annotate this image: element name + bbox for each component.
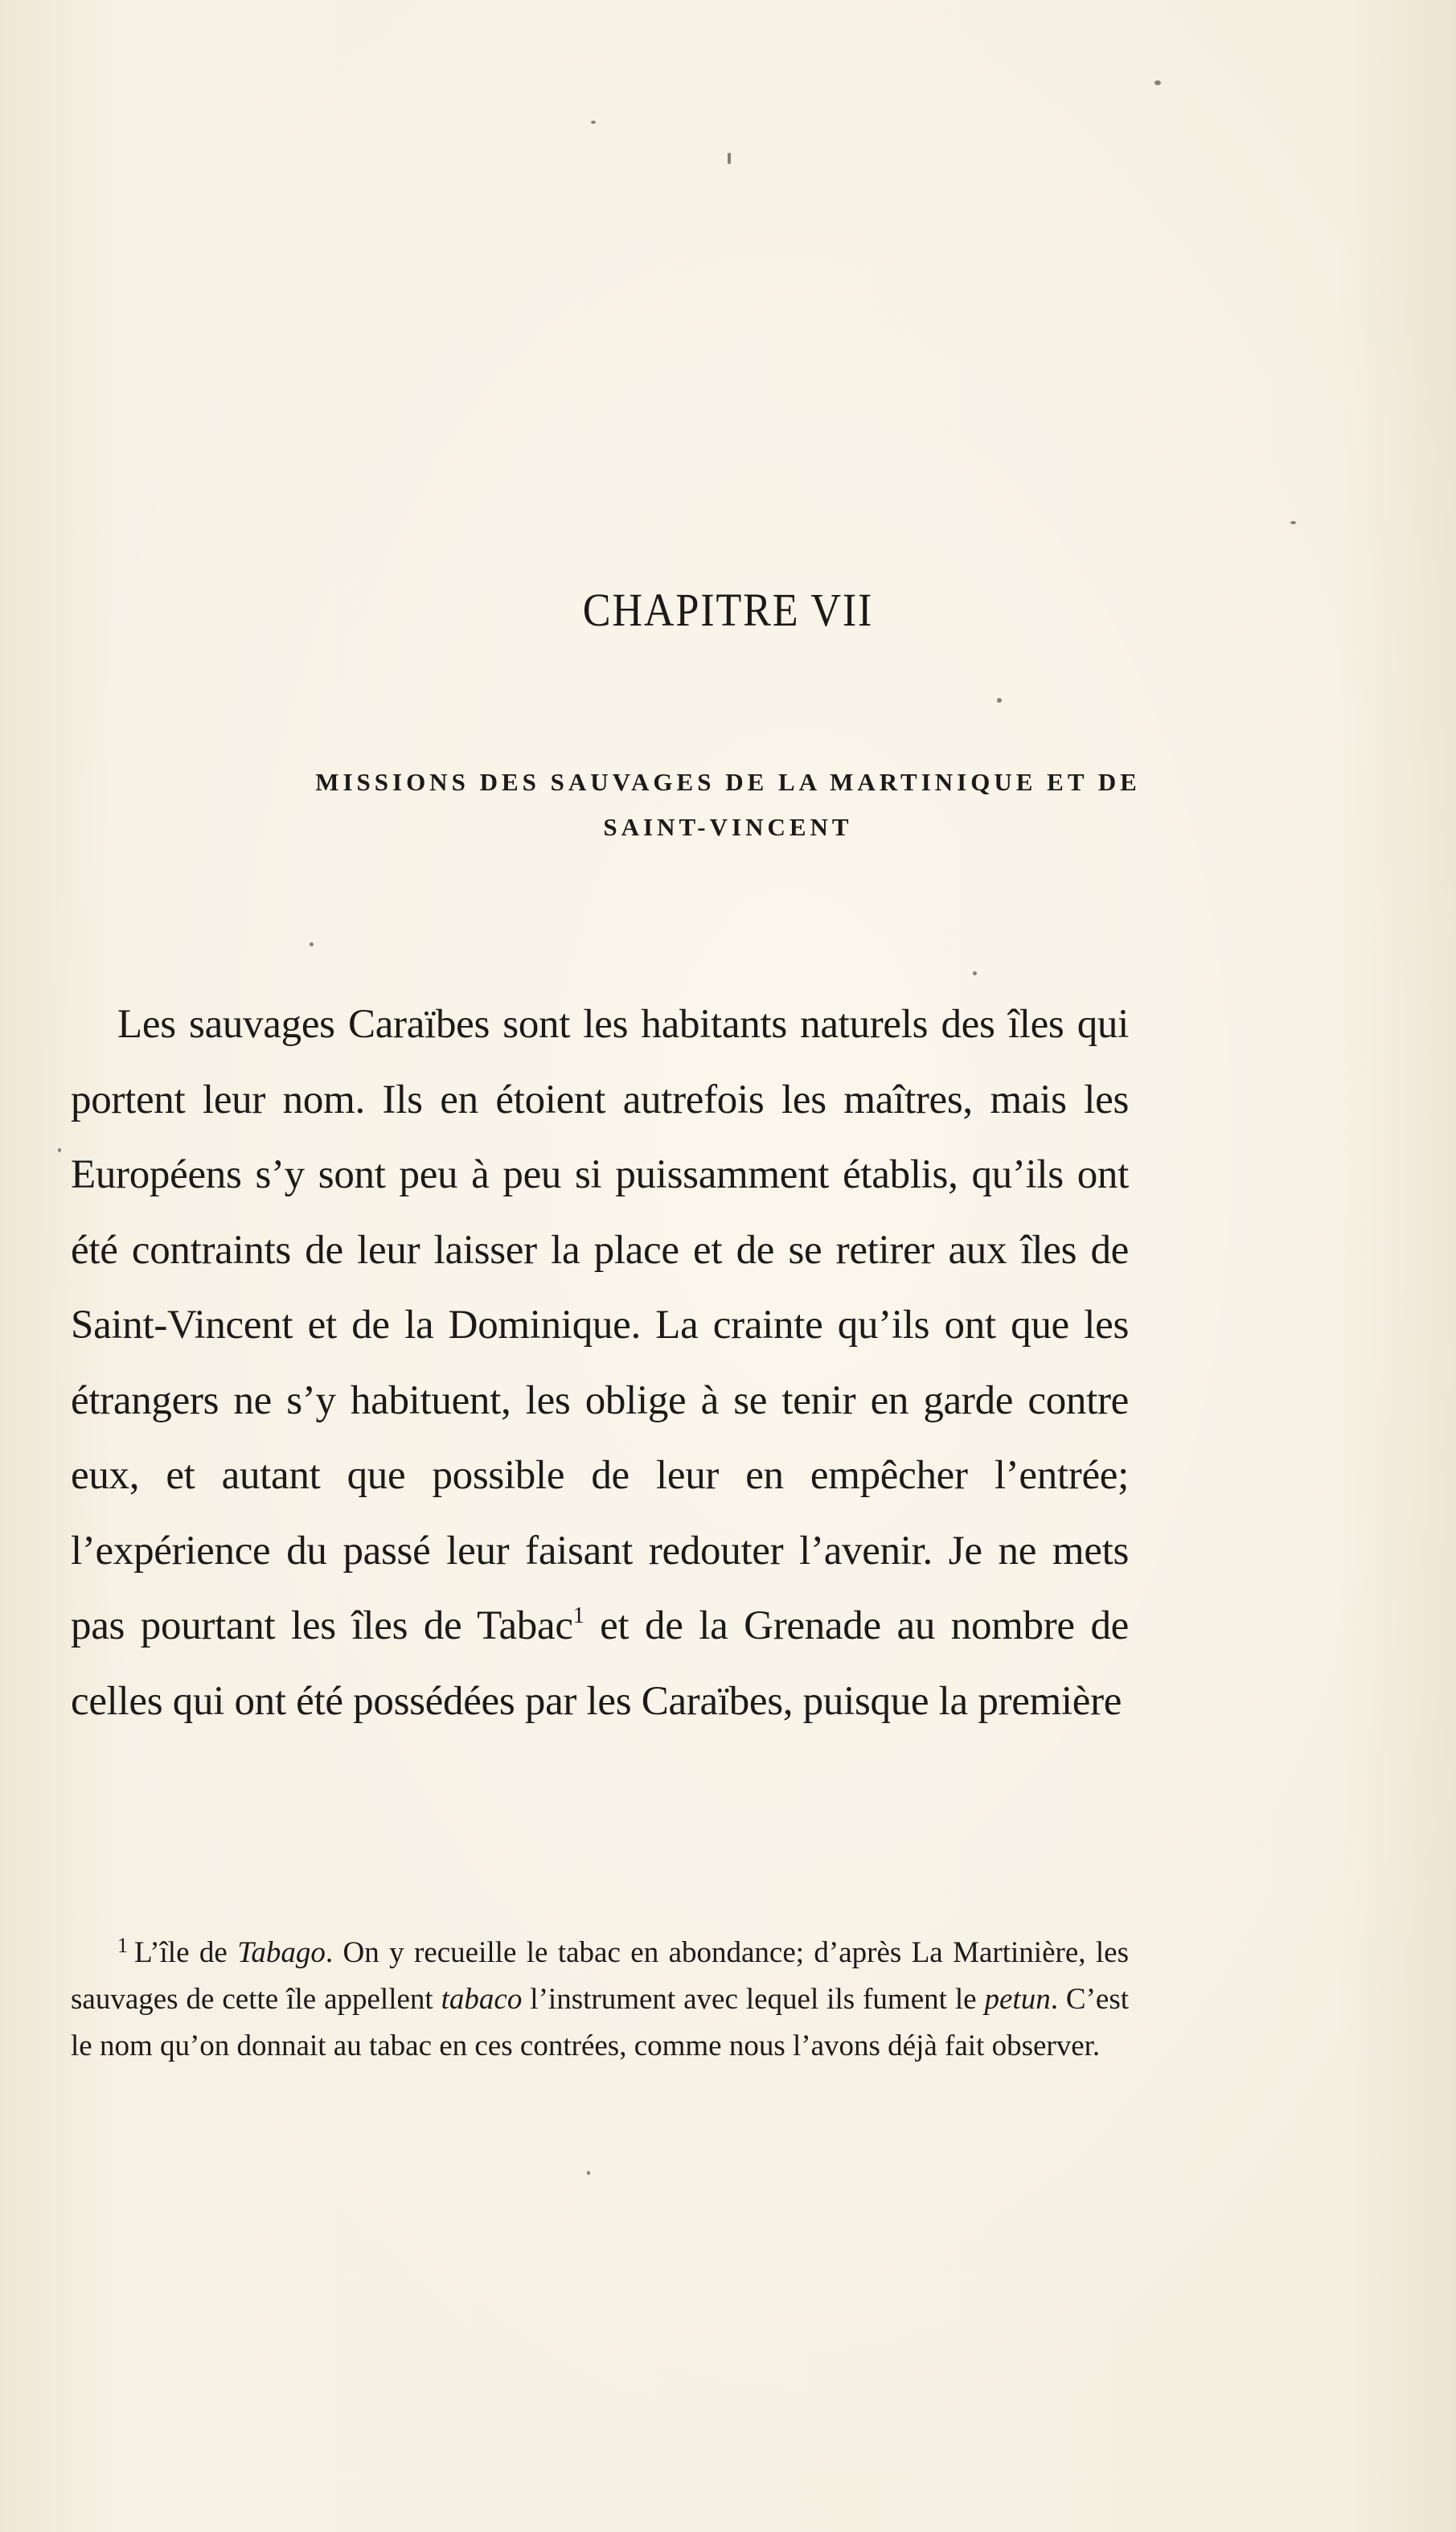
paper-speck [1155, 80, 1161, 85]
body-paragraph [71, 987, 1129, 1739]
chapter-subtitle [96, 760, 1360, 850]
paper-speck [728, 153, 731, 164]
footnote-reference: 1 [572, 1603, 584, 1628]
paper-speck [973, 971, 977, 975]
footnote [71, 1930, 1129, 2070]
paper-speck [997, 698, 1002, 703]
show-through-texture [96, 169, 1166, 241]
body-text-part-2: et de la Grenade au nombre de celles qui ont été possédées par les Caraïbes, puisque la première [71, 1603, 1129, 1724]
paper-speck [591, 121, 596, 124]
footnote-italic-3: petun [984, 1983, 1051, 2016]
footnote-text-2: . On y recueille le tabac en abondance; d’après La Martinière, les sauvages de cette île appellent [71, 1936, 1129, 2016]
footnote-text-4: . C’est le nom qu’on donnait au tabac en ces contrées, comme nous l’avons déjà fait observer. [71, 1983, 1130, 2062]
paper-speck [1290, 521, 1296, 524]
chapter-title: CHAPITRE VII [582, 584, 874, 636]
footnote-mark: 1 [117, 1934, 128, 1957]
paper-speck [310, 942, 314, 946]
footnote-italic-2: tabaco [441, 1983, 523, 2016]
chapter-subtitle-line-1: MISSIONS DES SAUVAGES DE LA MARTINIQUE ET DE [315, 768, 1141, 796]
body-text-part-1: Les sauvages Caraïbes sont les habitants naturels des îles qui portent leur nom. Ils en étoient autrefois les maîtres, mais les Européens s’y sont peu à peu si puissamment établis, qu’ils ont été contraints de leur laisser la place et de se retirer aux îles de Saint-Vincent et de la Dominique. La crainte qu’ils ont que les étrangers ne s’y habituent, les oblige à se tenir en garde contre eux, et autant que possible de leur en empêcher l’entrée; l’expérience du passé leur faisant redouter l’avenir. Je ne mets pas pourtant les îles de Tabac [71, 1002, 1129, 1648]
footnote-italic-1: Tabago [237, 1936, 326, 1969]
paper-speck [587, 2171, 590, 2175]
footnote-text-1: L’île de [134, 1936, 238, 1969]
chapter-subtitle-line-2: SAINT-VINCENT [603, 813, 853, 841]
paper-speck [58, 1148, 61, 1152]
footnote-text-3: l’instrument avec lequel ils fument le [522, 1983, 985, 2016]
